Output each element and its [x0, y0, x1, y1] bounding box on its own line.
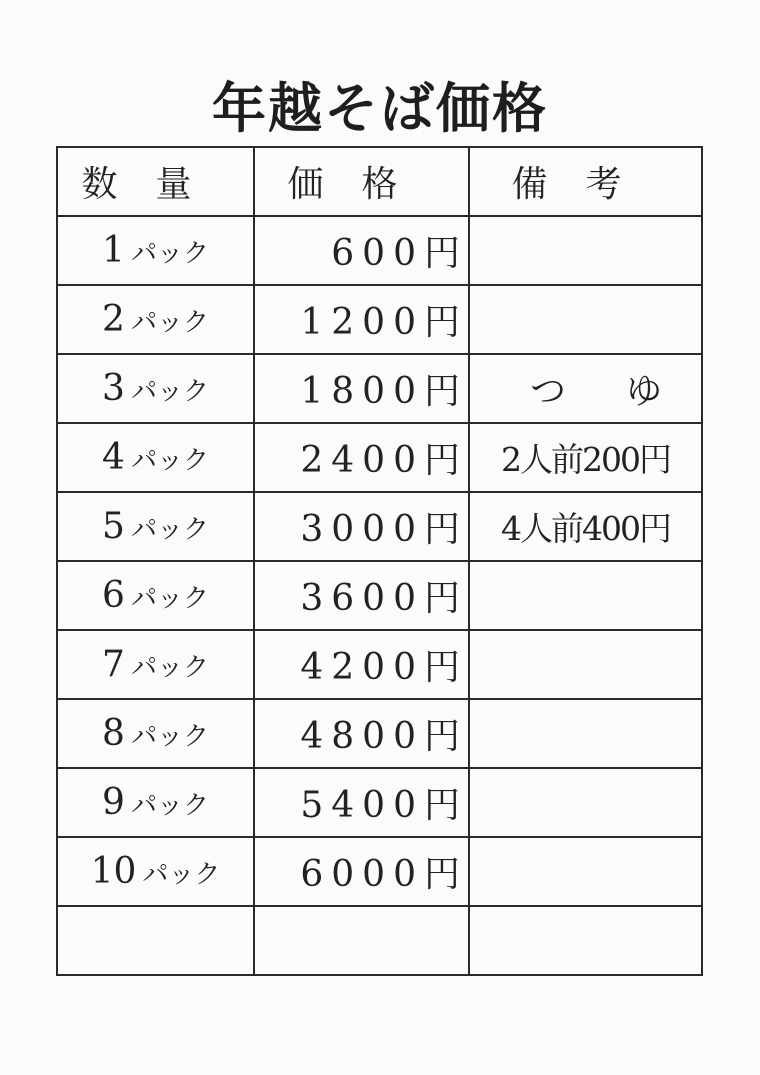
- quantity-unit: パック: [130, 791, 209, 821]
- quantity-unit: パック: [130, 515, 209, 545]
- header-price: 価格: [254, 147, 469, 216]
- quantity-unit: パック: [130, 239, 209, 269]
- quantity-unit: パック: [130, 446, 209, 476]
- price-cell: 1800円: [254, 354, 469, 423]
- quantity-number: 6: [102, 575, 125, 616]
- quantity-cell: [57, 699, 254, 768]
- remarks-cell: 4人前400円: [469, 492, 702, 561]
- quantity-unit: パック: [130, 653, 209, 683]
- quantity-number: 1: [102, 230, 125, 271]
- quantity-cell: [57, 837, 254, 906]
- quantity-cell: [57, 630, 254, 699]
- quantity-cell: [57, 354, 254, 423]
- quantity-number: 10: [90, 851, 137, 892]
- quantity-cell: [57, 423, 254, 492]
- table-row: [57, 492, 702, 561]
- price-table: [56, 146, 723, 976]
- remarks-cell: つゆ: [469, 354, 702, 423]
- remarks-cell: [469, 630, 702, 699]
- remarks-cell: [469, 285, 702, 354]
- page-title: 年越そば価格: [212, 77, 548, 140]
- blank-cell: [57, 906, 254, 975]
- quantity-cell: [57, 285, 254, 354]
- price-cell: 1200円: [254, 285, 469, 354]
- table-header-row: [57, 147, 702, 216]
- price-cell: 5400円: [254, 768, 469, 837]
- remarks-cell: [469, 561, 702, 630]
- price-cell: 3600円: [254, 561, 469, 630]
- remarks-cell: [469, 837, 702, 906]
- header-quantity: 数量: [57, 147, 254, 216]
- quantity-number: 9: [102, 782, 125, 823]
- quantity-unit: パック: [130, 308, 209, 338]
- table-row: [57, 837, 702, 906]
- remarks-cell: [469, 699, 702, 768]
- price-cell: 3000円: [254, 492, 469, 561]
- remarks-cell: [469, 216, 702, 285]
- table-row: [57, 285, 702, 354]
- quantity-unit: パック: [142, 860, 221, 890]
- quantity-unit: パック: [130, 722, 209, 752]
- quantity-cell: [57, 492, 254, 561]
- table-row: [57, 354, 702, 423]
- table-row: [57, 699, 702, 768]
- remarks-cell: 2人前200円: [469, 423, 702, 492]
- quantity-number: 2: [102, 299, 125, 340]
- price-cell: 2400円: [254, 423, 469, 492]
- quantity-number: 5: [102, 506, 125, 547]
- price-cell: 4200円: [254, 630, 469, 699]
- price-cell: 600円: [254, 216, 469, 285]
- quantity-number: 3: [102, 368, 125, 409]
- table-row: [57, 561, 702, 630]
- remarks-cell: [469, 768, 702, 837]
- quantity-number: 4: [102, 437, 125, 478]
- blank-cell: [254, 906, 469, 975]
- quantity-number: 7: [102, 644, 125, 685]
- table-row: [57, 768, 702, 837]
- price-cell: 4800円: [254, 699, 469, 768]
- table-row: [57, 630, 702, 699]
- quantity-cell: [57, 768, 254, 837]
- header-remarks: 備考: [469, 147, 702, 216]
- quantity-cell: [57, 216, 254, 285]
- price-cell: 6000円: [254, 837, 469, 906]
- quantity-unit: パック: [130, 584, 209, 614]
- quantity-unit: パック: [130, 377, 209, 407]
- table-row-blank: [57, 906, 702, 975]
- table-row: [57, 216, 702, 285]
- quantity-cell: [57, 561, 254, 630]
- table-row: [57, 423, 702, 492]
- quantity-number: 8: [102, 713, 125, 754]
- blank-cell: [469, 906, 702, 975]
